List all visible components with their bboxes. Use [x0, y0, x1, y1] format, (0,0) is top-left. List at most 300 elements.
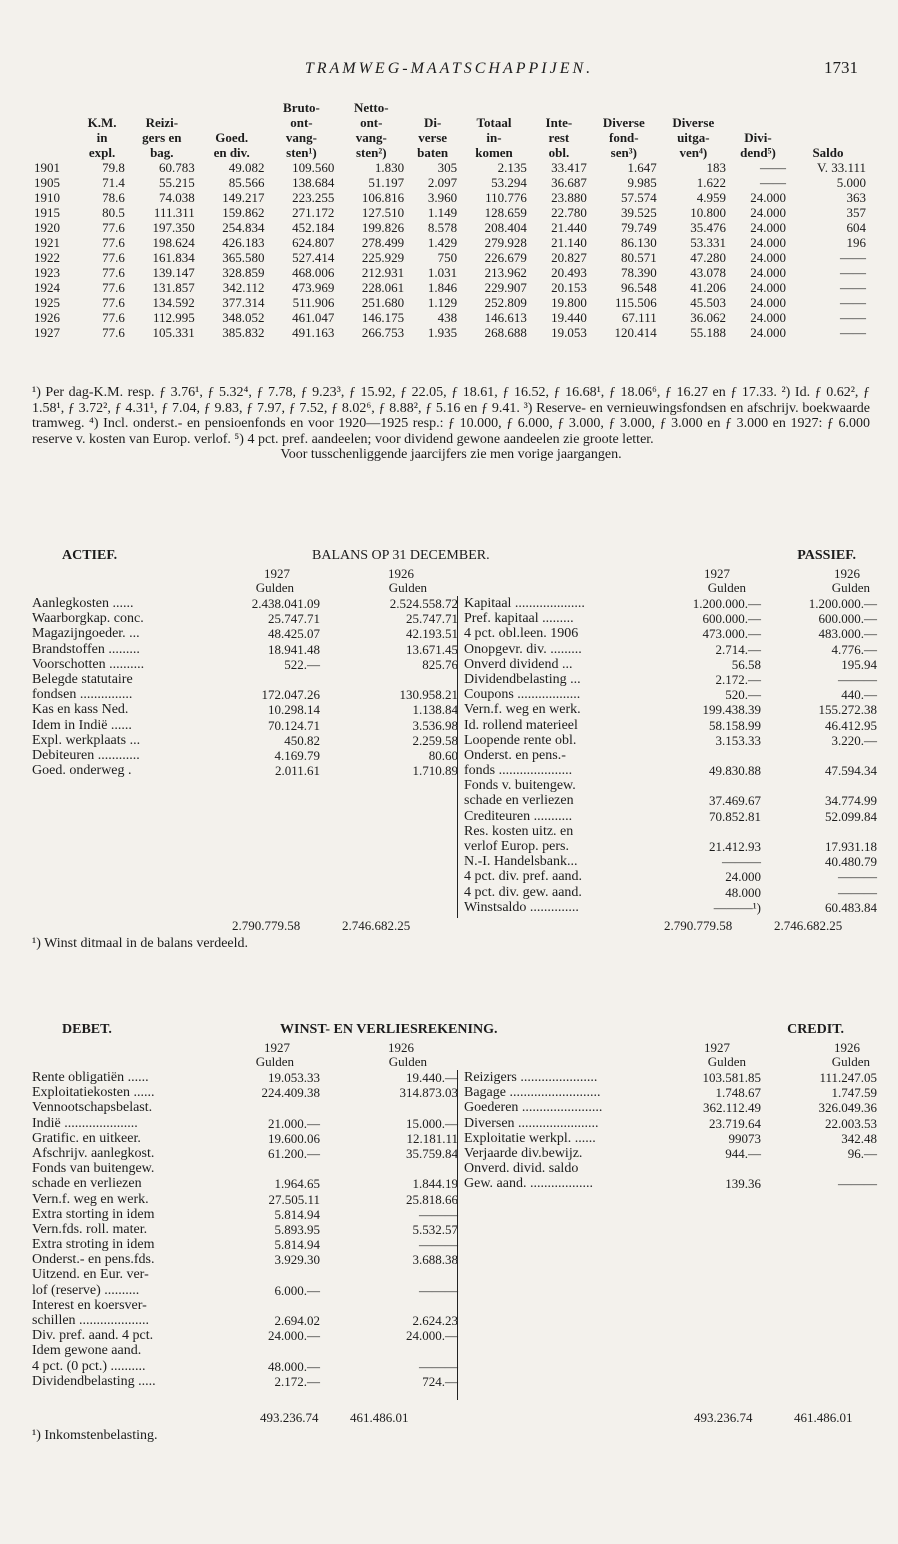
ledger-label: Kapitaal ....................	[464, 596, 585, 611]
value-cell: 2.097	[427, 175, 458, 190]
value-cell: 266.753	[361, 325, 405, 340]
stats-row	[32, 325, 868, 340]
statistics-body	[32, 160, 868, 340]
running-title: TRAMWEG-MAATSCHAPPIJEN.	[304, 60, 594, 77]
ledger-row	[464, 763, 877, 778]
stats-row	[32, 250, 868, 265]
value-cell: 60.783	[158, 160, 195, 175]
ledger-amount: 61.200.—	[268, 1145, 320, 1161]
value-cell: 131.857	[152, 280, 195, 295]
value-cell: 19.800	[551, 295, 587, 310]
value-cell: 342.112	[222, 280, 265, 295]
ledger-row	[464, 642, 877, 657]
ledger-label: Waarborgkap. conc.	[32, 611, 144, 627]
pl-column-headers	[32, 1040, 870, 1070]
ledger-label: 4 pct. obl.leen. 1906	[464, 626, 579, 642]
value-cell: 199.826	[361, 220, 405, 235]
value-cell: 128.659	[484, 205, 527, 220]
value-cell: 223.255	[292, 190, 335, 205]
ledger-amount: 48.000	[725, 884, 761, 900]
value-cell: 468.006	[292, 265, 335, 280]
value-cell: 77.6	[102, 310, 125, 325]
pl-year-1926-right: 1926	[834, 1040, 860, 1055]
value-cell: 228.061	[361, 280, 405, 295]
value-cell: 357	[846, 205, 866, 220]
year-cell: 1921	[34, 235, 60, 250]
value-cell: 385.832	[222, 325, 265, 340]
ledger-row	[32, 1222, 458, 1237]
ledger-label: Bagage ..........................	[464, 1085, 601, 1101]
ledger-amount: 3.536.98	[412, 717, 458, 733]
value-cell: 134.592	[152, 295, 195, 310]
value-cell: 112.995	[152, 310, 195, 325]
ledger-row	[464, 900, 877, 915]
value-cell: 39.525	[620, 205, 657, 220]
ledger-amount: 56.58	[731, 656, 761, 672]
value-cell: 47.280	[690, 250, 726, 265]
bal-year-1927-right: 1927	[704, 566, 730, 581]
ledger-amount: 139.36	[725, 1176, 761, 1192]
ledger-label: Uitzend. en Eur. ver-	[32, 1267, 149, 1283]
ledger-label: Vern.f. weg en werk.	[32, 1191, 149, 1207]
ledger-label: Fonds van buitengew.	[32, 1161, 155, 1177]
ledger-label: Crediteuren ...........	[464, 808, 573, 824]
value-cell: 305	[437, 160, 458, 175]
ledger-amount: 21.412.93	[709, 839, 761, 854]
ledger-row	[464, 657, 877, 672]
year-cell: 1901	[34, 160, 60, 175]
year-cell: 1905	[34, 175, 60, 190]
ledger-row	[464, 702, 877, 717]
actief-column	[32, 596, 458, 778]
ledger-amount: ———	[838, 869, 877, 885]
balance-sheet-heading	[32, 548, 870, 566]
pl-unit-left-1: Gulden	[255, 1054, 294, 1069]
ledger-label: Onverd dividend ...	[464, 656, 573, 672]
ledger-amount: 2.011.61	[274, 763, 320, 779]
value-cell: 36.062	[690, 310, 726, 325]
value-cell: ——	[840, 310, 866, 325]
ledger-label: 4 pct. (0 pct.) ..........	[32, 1358, 146, 1374]
ledger-row	[32, 1192, 458, 1207]
ledger-amount: 450.82	[284, 732, 320, 748]
ledger-label: Vern.fds. roll. mater.	[32, 1221, 148, 1237]
ledger-amount: 4.776.—	[831, 641, 877, 657]
value-cell: 4.959	[696, 190, 726, 205]
value-cell: 24.000	[750, 235, 786, 250]
ledger-row	[32, 1283, 458, 1298]
ledger-label: Gratific. en uitkeer.	[32, 1130, 141, 1146]
value-cell: 24.000	[750, 190, 786, 205]
footnotes	[32, 385, 870, 463]
ledger-row	[32, 1100, 458, 1115]
year-cell: 1925	[34, 295, 60, 310]
ledger-amount: 49.830.88	[709, 763, 761, 779]
ledger-amount: 1.964.65	[274, 1176, 320, 1192]
stats-row	[32, 220, 868, 235]
value-cell: 79.8	[102, 160, 125, 175]
ledger-label: Voorschotten ..........	[32, 656, 145, 672]
bal-unit-right-1: Gulden	[707, 580, 746, 595]
value-cell: 19.440	[551, 310, 587, 325]
ledger-amount: 724.—	[422, 1373, 458, 1389]
value-cell: 43.078	[690, 265, 726, 280]
value-cell: 74.038	[158, 190, 195, 205]
ledger-label: Idem in Indië ......	[32, 717, 132, 733]
value-cell: 24.000	[750, 250, 786, 265]
value-cell: 363	[846, 190, 866, 205]
ledger-row	[464, 854, 877, 869]
value-cell: 183	[706, 160, 726, 175]
debet-heading: DEBET.	[62, 1022, 112, 1037]
ledger-amount: 19.440.—	[406, 1070, 458, 1085]
balance-footnote: ¹) Winst ditmaal in de balans verdeeld.	[32, 936, 249, 951]
pl-unit-left-2: Gulden	[388, 1054, 427, 1069]
value-cell: 208.404	[484, 220, 527, 235]
value-cell: 111.311	[153, 205, 195, 220]
value-cell: ——	[840, 295, 866, 310]
ledger-row	[464, 885, 877, 900]
value-cell: 24.000	[750, 325, 786, 340]
ledger-row	[464, 687, 877, 702]
bal-unit-right-2: Gulden	[831, 580, 870, 595]
ledger-amount: 12.181.11	[406, 1130, 458, 1146]
value-cell: 461.047	[292, 310, 335, 325]
bal-year-1926-left: 1926	[388, 566, 414, 581]
ledger-label: schade en verliezen	[32, 1176, 142, 1192]
value-cell: 229.907	[484, 280, 527, 295]
bal-year-1927-left: 1927	[264, 566, 290, 581]
ledger-label: Dividendbelasting ...	[464, 671, 581, 687]
ledger-row	[32, 1131, 458, 1146]
stats-header-cell: Saldo	[812, 145, 844, 160]
value-cell: 77.6	[102, 295, 125, 310]
credit-column	[457, 1070, 877, 1400]
ledger-amount: 314.873.03	[399, 1085, 458, 1101]
ledger-amount: 42.193.51	[406, 626, 458, 642]
value-cell: 23.880	[551, 190, 587, 205]
ledger-amount: 3.929.30	[274, 1252, 320, 1268]
stats-header-cell: Reizi- gers en bag.	[142, 115, 182, 160]
value-cell: 149.217	[222, 190, 265, 205]
ledger-amount: 3.220.—	[831, 732, 877, 748]
ledger-label: Belegde statutaire	[32, 671, 133, 687]
ledger-amount: 10.298.14	[268, 702, 320, 718]
ledger-row	[32, 702, 458, 717]
value-cell: 41.206	[690, 280, 726, 295]
year-cell: 1922	[34, 250, 60, 265]
ledger-row	[464, 611, 877, 626]
stats-header-cell: Divi- dend⁵)	[740, 130, 776, 160]
bal-total-right-1927: 2.790.779.58	[664, 918, 733, 933]
ledger-amount: 362.112.49	[702, 1100, 761, 1116]
ledger-amount: 19.053.33	[268, 1070, 320, 1085]
value-cell: 22.780	[551, 205, 587, 220]
bal-total-right-1926: 2.746.682.25	[774, 918, 843, 933]
value-cell: 279.928	[484, 235, 527, 250]
value-cell: 78.390	[620, 265, 657, 280]
value-cell: 2.135	[497, 160, 527, 175]
value-cell: 51.197	[368, 175, 405, 190]
ledger-label: schade en verliezen	[464, 793, 574, 809]
ledger-amount: 27.505.11	[268, 1191, 320, 1207]
ledger-amount: 23.719.64	[709, 1115, 761, 1131]
value-cell: 1.129	[427, 295, 458, 310]
ledger-amount: 473.000.—	[702, 626, 761, 642]
ledger-amount: 25.818.66	[406, 1191, 458, 1207]
stats-header-cell: Netto- ont- vang- sten²)	[353, 100, 389, 160]
ledger-amount: 342.48	[841, 1130, 877, 1146]
ledger-amount: 5.814.94	[274, 1206, 320, 1222]
ledger-amount: 1.200.000.—	[808, 596, 877, 611]
ledger-amount: 1.844.19	[412, 1176, 458, 1192]
ledger-amount: 34.774.99	[825, 793, 877, 809]
value-cell: ——	[759, 160, 786, 175]
ledger-amount: 22.003.53	[825, 1115, 877, 1131]
ledger-row	[464, 672, 877, 687]
value-cell: 24.000	[750, 295, 786, 310]
value-cell: 473.969	[292, 280, 335, 295]
value-cell: 77.6	[102, 235, 125, 250]
value-cell: 161.834	[152, 250, 195, 265]
stats-header-cell: Totaal in- komen	[475, 115, 513, 160]
value-cell: 78.6	[102, 190, 125, 205]
ledger-amount: 21.000.—	[268, 1115, 320, 1131]
value-cell: 624.807	[292, 235, 335, 250]
ledger-row	[464, 1116, 877, 1131]
balance-sheet	[32, 548, 877, 952]
value-cell: 1.622	[696, 175, 726, 190]
ledger-amount: 58.158.99	[709, 717, 761, 733]
value-cell: 254.834	[222, 220, 265, 235]
value-cell: 268.688	[484, 325, 527, 340]
value-cell: 110.776	[485, 190, 527, 205]
stats-row	[32, 310, 868, 325]
ledger-amount: ———	[419, 1237, 458, 1253]
value-cell: ——	[840, 280, 866, 295]
value-cell: 1.149	[427, 205, 458, 220]
ledger-row	[464, 793, 877, 808]
ledger-row	[32, 1207, 458, 1222]
ledger-label: 4 pct. div. gew. aand.	[464, 884, 582, 900]
ledger-amount: ———¹)	[713, 899, 761, 915]
ledger-label: Dividendbelasting .....	[32, 1373, 156, 1389]
value-cell: 53.294	[491, 175, 527, 190]
ledger-amount: 35.759.84	[406, 1145, 458, 1161]
balance-column-headers	[32, 566, 870, 596]
value-cell: 139.147	[152, 265, 195, 280]
value-cell: 251.680	[361, 295, 405, 310]
value-cell: 198.624	[152, 235, 195, 250]
value-cell: 96.548	[620, 280, 657, 295]
page-number: 1731	[824, 58, 858, 77]
bal-total-left-1927: 2.790.779.58	[232, 918, 301, 933]
value-cell: 55.188	[690, 325, 726, 340]
value-cell: 20.827	[551, 250, 587, 265]
ledger-amount: 48.425.07	[268, 626, 320, 642]
value-cell: 278.499	[361, 235, 405, 250]
value-cell: ——	[840, 250, 866, 265]
ledger-label: Pref. kapitaal .........	[464, 611, 574, 627]
value-cell: 67.111	[621, 310, 657, 325]
ledger-row	[464, 718, 877, 733]
ledger-row	[32, 1161, 458, 1176]
ledger-label: Idem gewone aand.	[32, 1343, 142, 1359]
ledger-amount: 2.172.—	[274, 1373, 320, 1389]
ledger-amount: 944.—	[725, 1145, 761, 1161]
value-cell: 138.684	[292, 175, 335, 190]
pl-total-left-1927: 493.236.74	[260, 1410, 319, 1425]
year-cell: 1923	[34, 265, 60, 280]
ledger-row	[32, 1070, 458, 1085]
pl-footnote: ¹) Inkomstenbelasting.	[32, 1428, 158, 1443]
ledger-amount: 2.714.—	[715, 641, 761, 657]
ledger-amount: 48.000.—	[268, 1358, 320, 1374]
value-cell: 377.314	[222, 295, 265, 310]
profit-and-loss	[32, 1022, 877, 1444]
pl-unit-right-2: Gulden	[831, 1054, 870, 1069]
ledger-label: Indië .....................	[32, 1115, 138, 1131]
value-cell: 365.580	[222, 250, 265, 265]
ledger-amount: 111.247.05	[819, 1070, 877, 1085]
ledger-row	[464, 1085, 877, 1100]
value-cell: 35.476	[690, 220, 726, 235]
value-cell: 225.929	[361, 250, 405, 265]
ledger-row	[32, 1328, 458, 1343]
passief-column	[457, 596, 877, 918]
value-cell: 426.183	[222, 235, 265, 250]
bal-year-1926-right: 1926	[834, 566, 860, 581]
value-cell: 85.566	[228, 175, 265, 190]
value-cell: 1.429	[427, 235, 458, 250]
passief-heading: PASSIEF.	[797, 548, 856, 563]
stats-row	[32, 280, 868, 295]
value-cell: 750	[437, 250, 458, 265]
value-cell: 20.493	[551, 265, 587, 280]
ledger-label: Verjaarde div.bewijz.	[464, 1145, 583, 1161]
ledger-amount: 1.200.000.—	[692, 596, 761, 611]
ledger-amount: 2.259.58	[412, 732, 458, 748]
ledger-label: 4 pct. div. pref. aand.	[464, 869, 583, 885]
value-cell: 527.414	[292, 250, 335, 265]
ledger-amount: 6.000.—	[274, 1282, 320, 1298]
ledger-label: Afschrijv. aanlegkost.	[32, 1145, 155, 1161]
ledger-label: Res. kosten uitz. en	[464, 823, 574, 839]
stats-header-cell: K.M. in expl.	[87, 115, 117, 160]
ledger-amount: 37.469.67	[709, 793, 761, 809]
ledger-amount: 70.124.71	[268, 717, 320, 733]
balance-totals	[32, 918, 870, 936]
ledger-amount: 483.000.—	[818, 626, 877, 642]
ledger-amount: 1.138.84	[412, 702, 458, 718]
value-cell: 511.906	[292, 295, 335, 310]
value-cell: 146.175	[361, 310, 405, 325]
ledger-row	[32, 1146, 458, 1161]
value-cell: 33.417	[551, 160, 587, 175]
ledger-row	[464, 1176, 877, 1191]
ledger-amount: 5.814.94	[274, 1237, 320, 1253]
ledger-label: Coupons ..................	[464, 687, 581, 703]
ledger-amount: 825.76	[422, 656, 458, 672]
ledger-amount: 18.941.48	[268, 641, 320, 657]
ledger-row	[32, 1252, 458, 1267]
ledger-amount: 600.000.—	[818, 611, 877, 627]
stats-row	[32, 205, 868, 220]
ledger-label: Expl. werkplaats ...	[32, 732, 141, 748]
value-cell: 120.414	[614, 325, 657, 340]
ledger-label: Vern.f. weg en werk.	[464, 702, 581, 718]
balance-body	[32, 596, 877, 918]
ledger-row	[32, 1343, 458, 1358]
ledger-label: N.-I. Handelsbank...	[464, 854, 578, 870]
ledger-amount: 326.049.36	[818, 1100, 877, 1116]
ledger-amount: 17.931.18	[825, 839, 877, 854]
year-cell: 1927	[34, 325, 60, 340]
ledger-label: Goed. onderweg .	[32, 763, 132, 779]
ledger-amount: ———	[419, 1358, 458, 1374]
value-cell: 106.816	[361, 190, 405, 205]
pl-total-right-1926: 461.486.01	[794, 1410, 853, 1425]
ledger-label: Exploitatie werkpl. ......	[464, 1130, 596, 1146]
actief-heading: ACTIEF.	[62, 548, 118, 563]
ledger-amount: 24.000	[725, 869, 761, 885]
ledger-row	[464, 809, 877, 824]
ledger-label: fonds .....................	[464, 763, 573, 779]
ledger-row	[464, 1161, 877, 1176]
ledger-amount: 25.747.71	[268, 611, 320, 627]
ledger-amount: 130.958.21	[399, 687, 458, 703]
ledger-row	[464, 869, 877, 884]
ledger-row	[32, 687, 458, 702]
ledger-amount: 5.893.95	[274, 1221, 320, 1237]
value-cell: 271.172	[292, 205, 335, 220]
ledger-row	[464, 748, 877, 763]
value-cell: 36.687	[551, 175, 587, 190]
value-cell: ——	[840, 325, 866, 340]
year-cell: 1920	[34, 220, 60, 235]
pl-title: WINST- EN VERLIESREKENING.	[280, 1022, 498, 1037]
value-cell: ——	[759, 175, 786, 190]
stats-row	[32, 175, 868, 190]
pl-year-1927-right: 1927	[704, 1040, 730, 1055]
stats-row	[32, 190, 868, 205]
value-cell: 3.960	[427, 190, 458, 205]
ledger-label: schillen ....................	[32, 1313, 150, 1328]
ledger-label: Onderst. en pens.-	[464, 747, 566, 763]
value-cell: 77.6	[102, 220, 125, 235]
ledger-row	[32, 1374, 458, 1389]
ledger-row	[32, 1359, 458, 1374]
value-cell: 24.000	[750, 280, 786, 295]
ledger-amount: 24.000.—	[268, 1328, 320, 1344]
ledger-amount: 2.438.041.09	[251, 596, 320, 611]
value-cell: V. 33.111	[817, 160, 866, 175]
ledger-label: Interest en koersver-	[32, 1297, 147, 1313]
stats-row	[32, 160, 868, 175]
ledger-label: Goederen .......................	[464, 1100, 603, 1116]
value-cell: ——	[840, 265, 866, 280]
value-cell: 55.215	[158, 175, 195, 190]
value-cell: 86.130	[620, 235, 657, 250]
ledger-amount: 15.000.—	[406, 1115, 458, 1131]
ledger-amount: 103.581.85	[702, 1070, 761, 1085]
value-cell: 10.800	[690, 205, 726, 220]
statistics-header-row	[32, 100, 868, 160]
value-cell: 226.679	[484, 250, 527, 265]
ledger-row	[464, 824, 877, 839]
ledger-row	[32, 611, 458, 626]
ledger-label: Exploitatiekosten ......	[32, 1085, 155, 1101]
